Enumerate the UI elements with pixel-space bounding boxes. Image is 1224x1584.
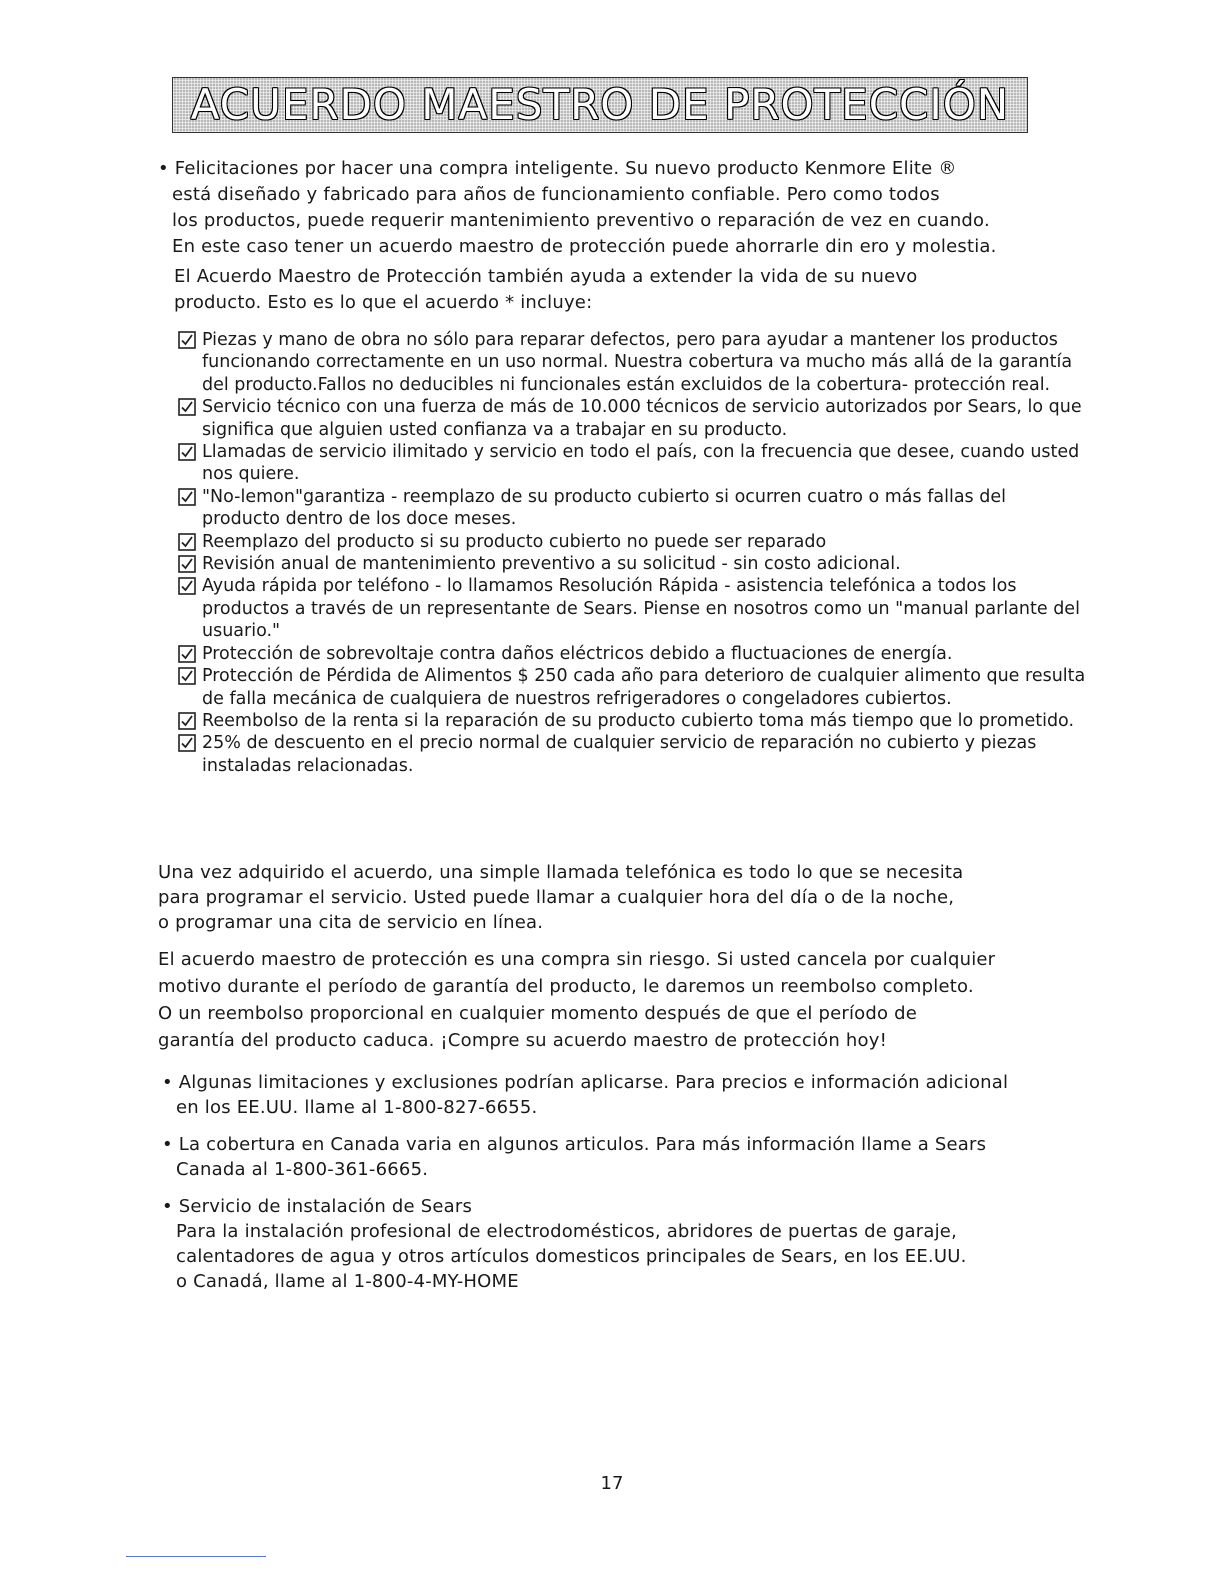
checklist-item-text: Reembolso de la renta si la reparación de su producto cubierto toma más tiempo que lo prometido. — [202, 710, 1075, 731]
intro-line: está diseñado y fabricado para años de funcionamiento confiable. Pero como todos — [172, 184, 940, 205]
service-paragraph — [158, 860, 1088, 935]
checkbox-checked-icon — [178, 488, 196, 506]
checklist-item-text: Protección de sobrevoltaje contra daños eléctricos debido a fluctuaciones de energía. — [202, 643, 953, 664]
checklist-item-text: Piezas y mano de obra no sólo para reparar defectos, pero para ayudar a mantener los productos funcionando correctamente en un uso normal. Nuestra cobertura va mucho más allá de la garantía del producto.Fallos no deducibles ni funcionales están excluidos de la cobertura- protección real. — [202, 330, 1073, 395]
checklist-item — [178, 553, 1088, 575]
checklist-item — [178, 396, 1088, 441]
risk-free-line: O un reembolso proporcional en cualquier momento después de que el período de — [158, 1003, 918, 1024]
note-item — [160, 1132, 1100, 1182]
service-line: Una vez adquirido el acuerdo, una simple llamada telefónica es todo lo que se necesita — [158, 862, 964, 883]
footer-rule — [126, 1556, 266, 1557]
bullet-dot: • — [158, 158, 169, 179]
checklist-item-text: Ayuda rápida por teléfono - lo llamamos Resolución Rápida - asistencia telefónica a todos los productos a través de un representante de Sears. Piense en nosotros como un "manual parlante del usuario." — [202, 576, 1080, 642]
note-line: calentadores de agua y otros artículos domesticos principales de Sears, en los EE.UU. — [176, 1246, 967, 1267]
bullet-dot: • — [162, 1134, 173, 1155]
checkbox-checked-icon — [178, 645, 196, 663]
note-line: Algunas limitaciones y exclusiones podrían aplicarse. Para precios e información adicional — [178, 1072, 1009, 1093]
checkbox-checked-icon — [178, 443, 196, 461]
intro-line: los productos, puede requerir mantenimiento preventivo o reparación de vez en cuando. — [172, 210, 990, 231]
checkbox-checked-icon — [178, 712, 196, 730]
risk-free-line: garantía del producto caduca. ¡Compre su acuerdo maestro de protección hoy! — [158, 1030, 887, 1051]
checklist-item — [178, 329, 1088, 396]
checklist-item — [178, 643, 1088, 665]
intro-line: producto. Esto es lo que el acuerdo * incluye: — [174, 292, 593, 313]
page-title: ACUERDO MAESTRO DE PROTECCIÓN — [190, 80, 1010, 129]
bullet-dot: • — [162, 1072, 173, 1093]
intro-paragraph-1 — [158, 156, 1088, 260]
checklist-item — [178, 665, 1088, 710]
note-line: en los EE.UU. llame al 1-800-827-6655. — [176, 1097, 538, 1118]
checklist-item — [178, 710, 1088, 732]
note-line: Para la instalación profesional de electrodomésticos, abridores de puertas de garaje, — [176, 1221, 957, 1242]
service-line: para programar el servicio. Usted puede llamar a cualquier hora del día o de la noche, — [158, 887, 955, 908]
intro-line: En este caso tener un acuerdo maestro de protección puede ahorrarle din ero y molestia. — [172, 236, 997, 257]
note-line: o Canadá, llame al 1-800-4-MY-HOME — [176, 1271, 519, 1292]
checklist-item — [178, 441, 1088, 486]
checklist-item — [178, 531, 1088, 553]
intro-line: Felicitaciones por hacer una compra inteligente. Su nuevo producto Kenmore Elite ® — [174, 158, 957, 179]
checklist-item-text: "No-lemon"garantiza - reemplazo de su producto cubierto si ocurren cuatro o más fallas del producto dentro de los doce meses. — [202, 486, 1006, 530]
intro-paragraph-2 — [158, 264, 1088, 316]
checklist-item — [178, 575, 1088, 642]
checklist-item-text: Llamadas de servicio ilimitado y servicio en todo el país, con la frecuencia que desee, cuando usted nos quiere. — [202, 442, 1080, 485]
checkbox-checked-icon — [178, 398, 196, 416]
intro-line: El Acuerdo Maestro de Protección también ayuda a extender la vida de su nuevo — [174, 266, 918, 287]
risk-free-line: El acuerdo maestro de protección es una compra sin riesgo. Si usted cancela por cualquier — [158, 949, 996, 970]
checklist-item — [178, 486, 1088, 531]
checkbox-checked-icon — [178, 734, 196, 752]
checklist-item-text: Servicio técnico con una fuerza de más de 10.000 técnicos de servicio autorizados por Sears, lo que significa que alguien usted confianza va a trabajar en su producto. — [202, 397, 1082, 440]
note-line: Servicio de instalación de Sears — [178, 1196, 473, 1217]
bullet-dot: • — [162, 1196, 173, 1217]
note-line: La cobertura en Canada varia en algunos articulos. Para más información llame a Sears — [178, 1134, 987, 1155]
notes-list — [160, 1070, 1100, 1306]
page-number: 17 — [600, 1473, 624, 1494]
note-item — [160, 1070, 1100, 1120]
checklist-item-text: Revisión anual de mantenimiento preventivo a su solicitud - sin costo adicional. — [202, 554, 901, 575]
checkbox-checked-icon — [178, 533, 196, 551]
checklist-item-text: Reemplazo del producto si su producto cubierto no puede ser reparado — [202, 531, 827, 552]
note-line: Canada al 1-800-361-6665. — [176, 1159, 429, 1180]
checklist-item — [178, 732, 1088, 777]
risk-free-paragraph — [158, 946, 1088, 1054]
note-item — [160, 1194, 1100, 1294]
service-line: o programar una cita de servicio en línea. — [158, 912, 544, 933]
title-banner — [172, 77, 1028, 133]
checkbox-checked-icon — [178, 667, 196, 685]
checkbox-checked-icon — [178, 577, 196, 595]
checkbox-checked-icon — [178, 555, 196, 573]
risk-free-line: motivo durante el período de garantía del producto, le daremos un reembolso completo. — [158, 976, 974, 997]
checkbox-checked-icon — [178, 331, 196, 349]
coverage-checklist — [178, 329, 1088, 777]
intro-section — [158, 156, 1088, 320]
checklist-item-text: Protección de Pérdida de Alimentos $ 250 cada año para deterioro de cualquier alimento que resulta de falla mecánica de cualquiera de nuestros refrigeradores o congeladores cubiertos. — [202, 666, 1086, 709]
checklist-item-text: 25% de descuento en el precio normal de cualquier servicio de reparación no cubierto y piezas instaladas relacionadas. — [202, 733, 1037, 776]
